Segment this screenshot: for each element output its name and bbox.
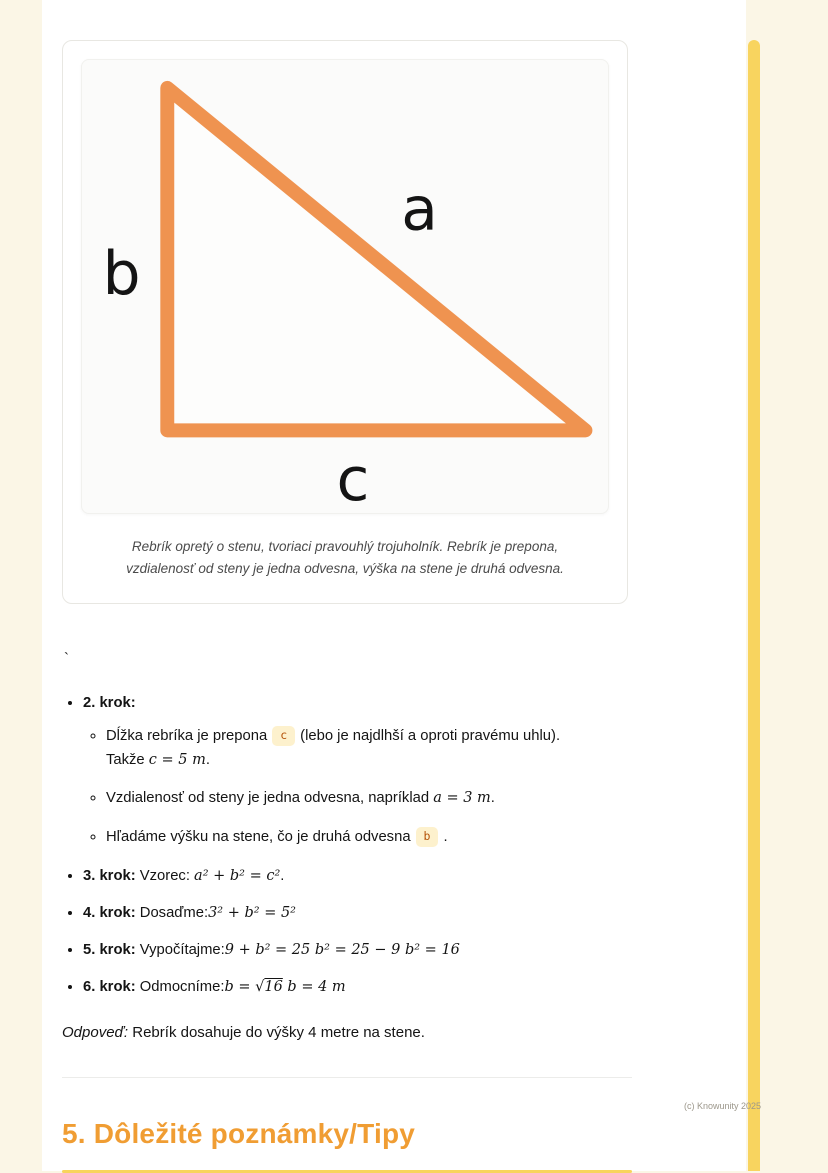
step-5-label: 5. krok: <box>83 941 136 958</box>
right-triangle-diagram <box>82 60 608 513</box>
step-5-item <box>83 939 634 962</box>
step-3-math: a² + b² = c² <box>194 867 281 884</box>
vertical-leg-label-b: b <box>102 239 141 309</box>
step-6-math <box>224 979 345 995</box>
sub3-text-before: Hľadáme výšku na stene, čo je druhá odvesna <box>106 829 411 846</box>
sub1-text-after: (lebo je najdlhší a oproti pravému uhlu). <box>300 728 561 745</box>
step-6-label: 6. krok: <box>83 978 136 995</box>
sub2-plain: Vzdialenosť od steny je jedna odvesna, napríklad <box>106 790 434 807</box>
step-3-plain: Vzorec: <box>139 867 195 884</box>
section-divider <box>62 1077 632 1078</box>
hypotenuse-label-a: a <box>401 175 438 245</box>
watermark: (c) Knowunity 2025 <box>684 1101 762 1111</box>
caption-line-2: vzdialenosť od steny je jedna odvesna, výška na stene je druhá odvesna. <box>126 560 564 576</box>
step-4-math: 3² + b² = 5² <box>208 904 296 921</box>
caption-line-1: Rebrík opretý o stenu, tvoriaci pravouhlý trojuholník. Rebrík je prepona, <box>131 539 559 554</box>
inline-code-c: c <box>272 726 295 746</box>
content-column <box>42 0 634 1173</box>
step-2-item <box>83 692 634 850</box>
step-4-label: 4. krok: <box>83 904 136 921</box>
steps-list <box>62 692 634 998</box>
step-4-plain: Dosaďme: <box>139 904 209 921</box>
section-heading: 5. Dôležité poznámky/Tipy <box>62 1118 416 1150</box>
step-5-plain: Vypočítajme: <box>139 941 225 958</box>
step-2-sub-3 <box>106 826 634 850</box>
answer-text: Rebrík dosahuje do výšky 4 metre na stene. <box>128 1024 425 1042</box>
sub1-text-before: Dĺžka rebríka je prepona <box>106 728 268 745</box>
sub2-math: a = 3 m <box>433 790 491 807</box>
horizontal-leg-label-c: c <box>336 446 370 513</box>
triangle-image <box>81 59 609 514</box>
step-2-sub-2 <box>106 787 634 811</box>
sub1-line2-end: . <box>205 751 210 768</box>
step-6-math-post: b = 4 m <box>282 978 346 995</box>
sub1-line2-plain: Takže <box>106 751 149 768</box>
step-3-end: . <box>280 867 285 884</box>
step-2-label: 2. krok: <box>83 695 136 712</box>
scrollbar-indicator[interactable] <box>748 40 760 1171</box>
step-6-item <box>83 976 634 999</box>
step-5-math: 9 + b² = 25 b² = 25 − 9 b² = 16 <box>224 941 460 958</box>
inline-code-b: b <box>416 827 439 847</box>
sub1-line2-math: c = 5 m <box>148 751 206 768</box>
step-6-plain: Odmocníme: <box>139 978 225 995</box>
step-3-label: 3. krok: <box>83 867 136 884</box>
triangle-shape <box>167 88 585 430</box>
step-2-sublist <box>83 725 634 850</box>
figure-caption <box>81 536 609 579</box>
content-panel <box>42 0 746 1171</box>
sub2-end: . <box>490 790 495 807</box>
sub3-text-after: . <box>443 829 448 846</box>
figure-card <box>62 40 628 604</box>
answer-label: Odpoveď: <box>62 1024 129 1042</box>
answer-line <box>62 1024 634 1041</box>
step-3-item <box>83 865 634 888</box>
step-2-sub-1 <box>106 725 634 772</box>
radical-sign: √ <box>255 978 265 995</box>
radicand: 16 <box>264 978 283 995</box>
step-4-item <box>83 902 634 925</box>
stray-backtick: ` <box>64 650 69 668</box>
step-6-math-pre: b = <box>224 978 256 995</box>
